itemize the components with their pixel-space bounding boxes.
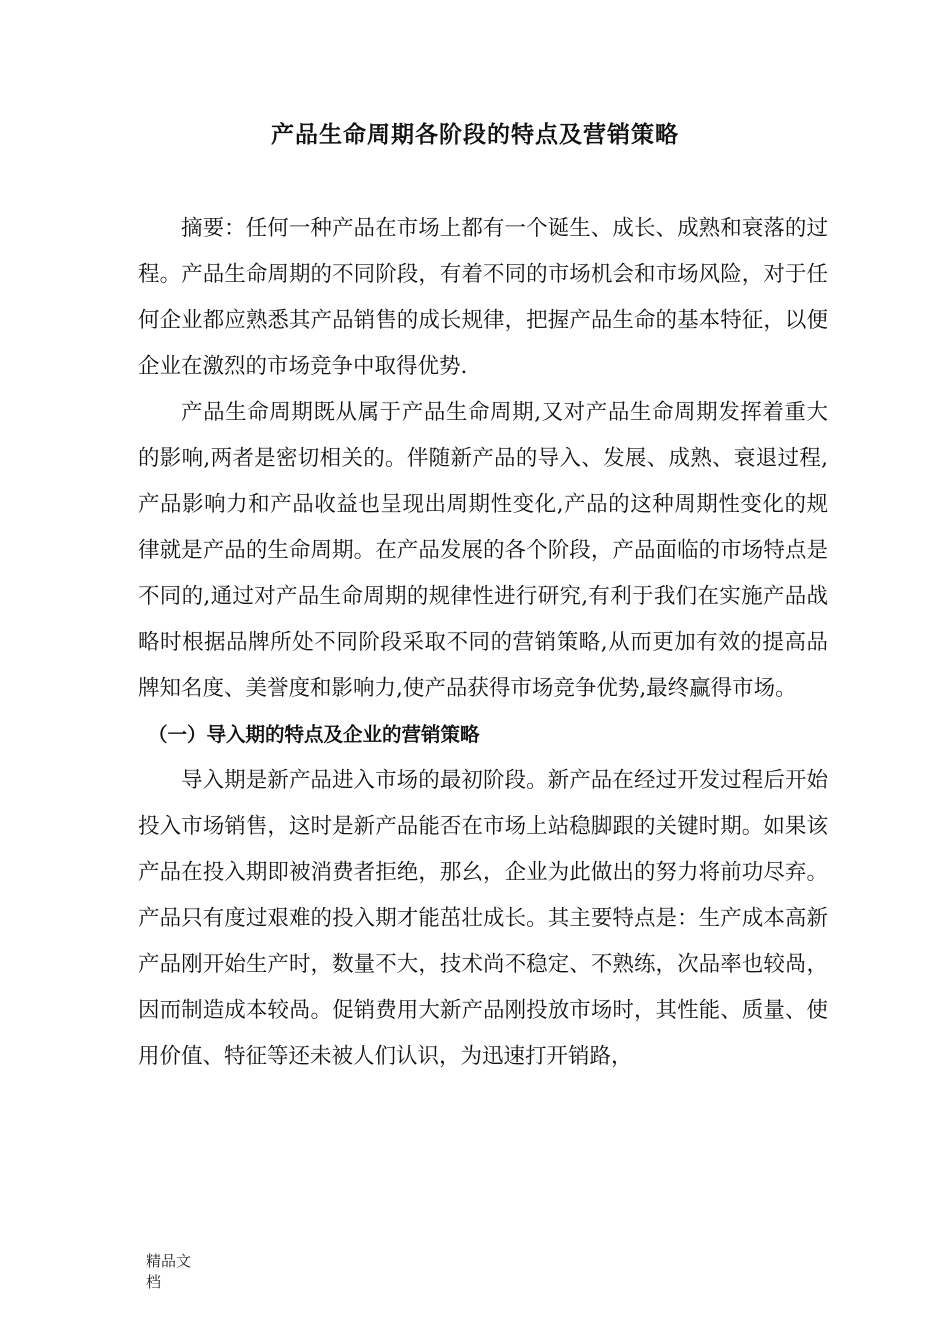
- footer-line-1: 精品文: [146, 1252, 192, 1270]
- section-heading: （一）导入期的特点及企业的营销策略: [148, 723, 480, 746]
- document-body: [138, 206, 828, 1080]
- footer-note: [146, 1251, 206, 1293]
- section-body-paragraph: 导入期是新产品进入市场的最初阶段。新产品在经过开发过程后开始投入市场销售，这时是新产品能否在市场上站稳脚跟的关键时期。如果该产品在投入期即被消费者拒绝，那幺，企业为此做出的努力将前功尽弃。产品只有度过艰难的投入期才能茁壮成长。其主要特点是：生产成本高新产品刚开始生产时，数量不大，技术尚不稳定、不熟练，次品率也较咼，因而制造成本较咼。促销费用大新产品刚投放市场时，其性能、质量、使用价值、特征等还未被人们认识，为迅速打开销路，: [138, 768, 828, 1069]
- page-title: 产品生命周期各阶段的特点及营销策略: [271, 122, 679, 148]
- footer-line-2: 档: [146, 1273, 162, 1291]
- abstract-paragraph: 摘要：任何一种产品在市场上都有一个诞生、成长、成熟和衰落的过程。产品生命周期的不同阶段，有着不同的市场机会和市场风险，对于任何企业都应熟悉其产品销售的成长规律，把握产品生命的基本特征，以便企业在激烈的市场竞争中取得优势.: [138, 216, 828, 379]
- intro-paragraph: 产品生命周期既从属于产品生命周期,又对产品生命周期发挥着重大的影响,两者是密切相关的。伴随新产品的导入、发展、成熟、衰退过程,产品影响力和产品收益也呈现出周期性变化,产品的这种周期性变化的规律就是产品的生命周期。在产品发展的各个阶段，产品面临的市场特点是不同的,通过对产品生命周期的规律性进行研究,有利于我们在实施产品战略时根据品牌所处不同阶段采取不同的营销策略,从而更加有效的提高品牌知名度、美誉度和影响力,使产品获得市场竞争优势,最终赢得市场。: [138, 400, 828, 701]
